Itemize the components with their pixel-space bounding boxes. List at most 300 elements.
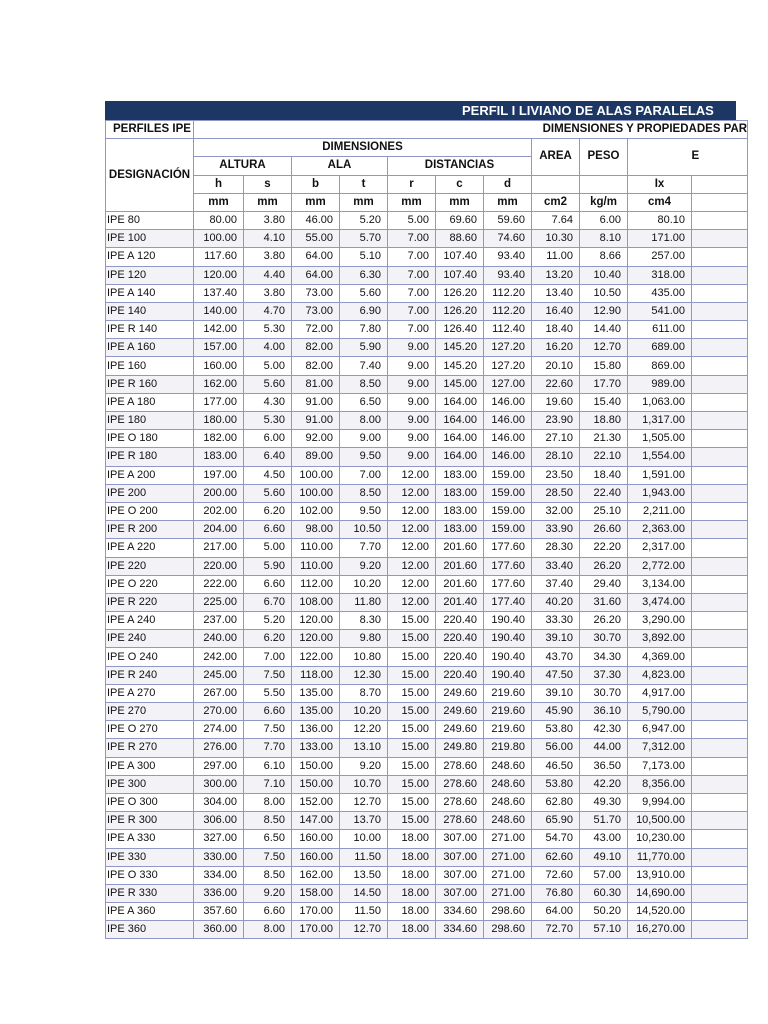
table-row [106, 812, 748, 830]
ala-header: ALA [292, 157, 388, 175]
symbol-cell [692, 175, 748, 193]
value-cell: 88.60 [436, 230, 484, 248]
value-cell: 36.50 [580, 757, 628, 775]
value-cell: 5,790.00 [628, 703, 692, 721]
value-cell: 357.60 [194, 903, 244, 921]
value-cell: 13.50 [340, 866, 388, 884]
empty-cell [692, 502, 748, 520]
value-cell: 6.20 [244, 502, 292, 520]
dimensiones-header: DIMENSIONES [194, 139, 532, 157]
value-cell: 278.60 [436, 775, 484, 793]
value-cell: 9.50 [340, 502, 388, 520]
value-cell: 13.10 [340, 739, 388, 757]
value-cell: 989.00 [628, 375, 692, 393]
table-row [106, 703, 748, 721]
value-cell: 50.20 [580, 903, 628, 921]
empty-cell [692, 466, 748, 484]
table-row [106, 721, 748, 739]
value-cell: 12.30 [340, 666, 388, 684]
empty-cell [692, 903, 748, 921]
table-row [106, 539, 748, 557]
empty-cell [692, 575, 748, 593]
value-cell: 9.80 [340, 630, 388, 648]
value-cell: 146.00 [484, 448, 532, 466]
value-cell: 12.00 [388, 593, 436, 611]
value-cell: 16,270.00 [628, 921, 692, 939]
value-cell: 5.10 [340, 248, 388, 266]
value-cell: 11.00 [532, 248, 580, 266]
value-cell: 6,947.00 [628, 721, 692, 739]
symbol-cell: t [340, 175, 388, 193]
value-cell: 1,505.00 [628, 430, 692, 448]
symbol-cell: h [194, 175, 244, 193]
value-cell: 307.00 [436, 830, 484, 848]
value-cell: 3,134.00 [628, 575, 692, 593]
value-cell: 220.40 [436, 648, 484, 666]
table-row [106, 357, 748, 375]
value-cell: 59.60 [484, 211, 532, 229]
table-row [106, 848, 748, 866]
value-cell: 162.00 [194, 375, 244, 393]
value-cell: 112.00 [292, 575, 340, 593]
value-cell: 18.00 [388, 848, 436, 866]
designation-cell: IPE 120 [106, 266, 194, 284]
empty-cell [692, 612, 748, 630]
value-cell: 7.00 [388, 284, 436, 302]
symbol-cell [580, 175, 628, 193]
value-cell: 46.00 [292, 211, 340, 229]
value-cell: 278.60 [436, 757, 484, 775]
empty-cell [692, 793, 748, 811]
unit-cell: mm [340, 193, 388, 211]
value-cell: 15.00 [388, 775, 436, 793]
value-cell: 107.40 [436, 266, 484, 284]
value-cell: 7,173.00 [628, 757, 692, 775]
value-cell: 14,690.00 [628, 884, 692, 902]
value-cell: 15.00 [388, 648, 436, 666]
value-cell: 4.50 [244, 466, 292, 484]
value-cell: 20.10 [532, 357, 580, 375]
value-cell: 300.00 [194, 775, 244, 793]
value-cell: 18.00 [388, 921, 436, 939]
table-row [106, 593, 748, 611]
value-cell: 64.00 [292, 248, 340, 266]
value-cell: 306.00 [194, 812, 244, 830]
value-cell: 23.90 [532, 412, 580, 430]
table-row [106, 502, 748, 520]
value-cell: 160.00 [292, 848, 340, 866]
value-cell: 4.40 [244, 266, 292, 284]
value-cell: 112.20 [484, 302, 532, 320]
value-cell: 150.00 [292, 775, 340, 793]
value-cell: 6.60 [244, 903, 292, 921]
value-cell: 74.60 [484, 230, 532, 248]
empty-cell [692, 412, 748, 430]
value-cell: 177.40 [484, 593, 532, 611]
value-cell: 3,290.00 [628, 612, 692, 630]
value-cell: 146.00 [484, 412, 532, 430]
value-cell: 217.00 [194, 539, 244, 557]
value-cell: 120.00 [292, 630, 340, 648]
value-cell: 9.00 [388, 448, 436, 466]
value-cell: 278.60 [436, 812, 484, 830]
value-cell: 13.40 [532, 284, 580, 302]
value-cell: 7.00 [388, 321, 436, 339]
value-cell: 3.80 [244, 211, 292, 229]
value-cell: 32.00 [532, 502, 580, 520]
value-cell: 182.00 [194, 430, 244, 448]
value-cell: 12.00 [388, 575, 436, 593]
value-cell: 6.50 [244, 830, 292, 848]
designation-cell: IPE 100 [106, 230, 194, 248]
value-cell: 7.00 [388, 266, 436, 284]
value-cell: 304.00 [194, 793, 244, 811]
value-cell: 157.00 [194, 339, 244, 357]
value-cell: 7.00 [388, 248, 436, 266]
value-cell: 298.60 [484, 903, 532, 921]
value-cell: 10.00 [340, 830, 388, 848]
value-cell: 49.10 [580, 848, 628, 866]
profile-table-container [105, 120, 748, 942]
value-cell: 44.00 [580, 739, 628, 757]
value-cell: 10,230.00 [628, 830, 692, 848]
value-cell: 8.70 [340, 684, 388, 702]
symbol-cell: s [244, 175, 292, 193]
value-cell: 5.30 [244, 321, 292, 339]
value-cell: 82.00 [292, 357, 340, 375]
table-row [106, 648, 748, 666]
value-cell: 170.00 [292, 921, 340, 939]
empty-cell [692, 357, 748, 375]
table-row [106, 375, 748, 393]
value-cell: 202.00 [194, 502, 244, 520]
designation-cell: IPE O 220 [106, 575, 194, 593]
value-cell: 9.00 [388, 375, 436, 393]
value-cell: 28.50 [532, 484, 580, 502]
value-cell: 15.00 [388, 630, 436, 648]
designation-cell: IPE A 140 [106, 284, 194, 302]
value-cell: 3.80 [244, 248, 292, 266]
value-cell: 220.40 [436, 666, 484, 684]
value-cell: 201.40 [436, 593, 484, 611]
designation-cell: IPE O 300 [106, 793, 194, 811]
value-cell: 4.00 [244, 339, 292, 357]
value-cell: 49.30 [580, 793, 628, 811]
unit-cell: mm [388, 193, 436, 211]
value-cell: 271.00 [484, 884, 532, 902]
value-cell: 257.00 [628, 248, 692, 266]
value-cell: 12.70 [340, 921, 388, 939]
empty-cell [692, 557, 748, 575]
value-cell: 145.00 [436, 375, 484, 393]
designation-cell: IPE A 160 [106, 339, 194, 357]
value-cell: 40.20 [532, 593, 580, 611]
value-cell: 360.00 [194, 921, 244, 939]
empty-cell [692, 521, 748, 539]
value-cell: 330.00 [194, 848, 244, 866]
value-cell: 16.20 [532, 339, 580, 357]
value-cell: 117.60 [194, 248, 244, 266]
value-cell: 160.00 [194, 357, 244, 375]
value-cell: 15.40 [580, 393, 628, 411]
value-cell: 334.00 [194, 866, 244, 884]
value-cell: 4.30 [244, 393, 292, 411]
value-cell: 8.50 [340, 375, 388, 393]
value-cell: 12.00 [388, 521, 436, 539]
value-cell: 9.00 [388, 430, 436, 448]
value-cell: 137.40 [194, 284, 244, 302]
profile-rows [106, 211, 748, 939]
value-cell: 145.20 [436, 339, 484, 357]
symbol-cell: r [388, 175, 436, 193]
designation-cell: IPE R 300 [106, 812, 194, 830]
value-cell: 270.00 [194, 703, 244, 721]
value-cell: 12.00 [388, 466, 436, 484]
value-cell: 33.90 [532, 521, 580, 539]
unit-cell: cm4 [628, 193, 692, 211]
value-cell: 80.10 [628, 211, 692, 229]
value-cell: 10,500.00 [628, 812, 692, 830]
value-cell: 170.00 [292, 903, 340, 921]
value-cell: 135.00 [292, 684, 340, 702]
value-cell: 159.00 [484, 502, 532, 520]
table-row [106, 211, 748, 229]
value-cell: 15.00 [388, 757, 436, 775]
empty-cell [692, 593, 748, 611]
value-cell: 107.40 [436, 248, 484, 266]
value-cell: 6.10 [244, 757, 292, 775]
value-cell: 27.10 [532, 430, 580, 448]
value-cell: 869.00 [628, 357, 692, 375]
value-cell: 110.00 [292, 539, 340, 557]
value-cell: 200.00 [194, 484, 244, 502]
unit-cell: mm [244, 193, 292, 211]
designation-cell: IPE 160 [106, 357, 194, 375]
designation-cell: IPE A 360 [106, 903, 194, 921]
value-cell: 7.00 [388, 302, 436, 320]
table-row [106, 339, 748, 357]
table-row [106, 775, 748, 793]
dimensions-properties-header: DIMENSIONES Y PROPIEDADES PAR [194, 121, 748, 139]
empty-cell [692, 812, 748, 830]
value-cell: 4,917.00 [628, 684, 692, 702]
distancias-header: DISTANCIAS [388, 157, 532, 175]
symbol-cell [532, 175, 580, 193]
table-row [106, 248, 748, 266]
value-cell: 93.40 [484, 266, 532, 284]
value-cell: 4.70 [244, 302, 292, 320]
table-row [106, 302, 748, 320]
value-cell: 126.20 [436, 284, 484, 302]
value-cell: 9.50 [340, 448, 388, 466]
empty-cell [692, 757, 748, 775]
value-cell: 127.00 [484, 375, 532, 393]
value-cell: 30.70 [580, 684, 628, 702]
unit-row [106, 193, 748, 211]
table-row [106, 575, 748, 593]
value-cell: 7.64 [532, 211, 580, 229]
value-cell: 15.00 [388, 739, 436, 757]
value-cell: 9.00 [388, 412, 436, 430]
designation-cell: IPE R 180 [106, 448, 194, 466]
value-cell: 248.60 [484, 775, 532, 793]
value-cell: 5.20 [244, 612, 292, 630]
table-row [106, 830, 748, 848]
value-cell: 10.40 [580, 266, 628, 284]
empty-cell [692, 848, 748, 866]
table-row [106, 412, 748, 430]
value-cell: 18.00 [388, 903, 436, 921]
value-cell: 204.00 [194, 521, 244, 539]
empty-cell [692, 684, 748, 702]
value-cell: 15.00 [388, 703, 436, 721]
value-cell: 15.00 [388, 612, 436, 630]
value-cell: 5.90 [244, 557, 292, 575]
value-cell: 45.90 [532, 703, 580, 721]
value-cell: 6.70 [244, 593, 292, 611]
value-cell: 220.00 [194, 557, 244, 575]
value-cell: 11.50 [340, 903, 388, 921]
empty-cell [692, 830, 748, 848]
value-cell: 22.40 [580, 484, 628, 502]
value-cell: 12.20 [340, 721, 388, 739]
value-cell: 110.00 [292, 557, 340, 575]
value-cell: 89.00 [292, 448, 340, 466]
value-cell: 14.50 [340, 884, 388, 902]
value-cell: 7.80 [340, 321, 388, 339]
value-cell: 13.70 [340, 812, 388, 830]
value-cell: 245.00 [194, 666, 244, 684]
value-cell: 271.00 [484, 848, 532, 866]
value-cell: 22.20 [580, 539, 628, 557]
value-cell: 8.00 [244, 921, 292, 939]
value-cell: 91.00 [292, 393, 340, 411]
value-cell: 8,356.00 [628, 775, 692, 793]
value-cell: 307.00 [436, 866, 484, 884]
value-cell: 689.00 [628, 339, 692, 357]
value-cell: 39.10 [532, 684, 580, 702]
value-cell: 7.40 [340, 357, 388, 375]
value-cell: 23.50 [532, 466, 580, 484]
table-row [106, 630, 748, 648]
value-cell: 72.00 [292, 321, 340, 339]
value-cell: 126.40 [436, 321, 484, 339]
area-header: AREA [532, 139, 580, 175]
value-cell: 142.00 [194, 321, 244, 339]
value-cell: 25.10 [580, 502, 628, 520]
designation-cell: IPE 330 [106, 848, 194, 866]
symbol-cell: b [292, 175, 340, 193]
designation-cell: IPE R 330 [106, 884, 194, 902]
value-cell: 183.00 [436, 484, 484, 502]
value-cell: 267.00 [194, 684, 244, 702]
value-cell: 28.30 [532, 539, 580, 557]
value-cell: 336.00 [194, 884, 244, 902]
value-cell: 57.10 [580, 921, 628, 939]
value-cell: 19.60 [532, 393, 580, 411]
value-cell: 248.60 [484, 812, 532, 830]
value-cell: 164.00 [436, 448, 484, 466]
value-cell: 318.00 [628, 266, 692, 284]
value-cell: 5.00 [244, 539, 292, 557]
value-cell: 42.20 [580, 775, 628, 793]
value-cell: 8.10 [580, 230, 628, 248]
value-cell: 5.00 [388, 211, 436, 229]
value-cell: 1,317.00 [628, 412, 692, 430]
value-cell: 5.50 [244, 684, 292, 702]
value-cell: 55.00 [292, 230, 340, 248]
value-cell: 6.00 [244, 430, 292, 448]
value-cell: 225.00 [194, 593, 244, 611]
value-cell: 190.40 [484, 666, 532, 684]
table-row [106, 557, 748, 575]
designation-cell: IPE O 270 [106, 721, 194, 739]
symbol-cell: Ix [628, 175, 692, 193]
empty-cell [692, 248, 748, 266]
value-cell: 93.40 [484, 248, 532, 266]
value-cell: 64.00 [292, 266, 340, 284]
value-cell: 298.60 [484, 921, 532, 939]
value-cell: 9.00 [340, 430, 388, 448]
value-cell: 26.60 [580, 521, 628, 539]
value-cell: 183.00 [436, 502, 484, 520]
value-cell: 190.40 [484, 612, 532, 630]
value-cell: 10.50 [580, 284, 628, 302]
table-banner [105, 101, 736, 120]
value-cell: 183.00 [194, 448, 244, 466]
value-cell: 53.80 [532, 775, 580, 793]
value-cell: 274.00 [194, 721, 244, 739]
value-cell: 10.30 [532, 230, 580, 248]
empty-cell [692, 884, 748, 902]
value-cell: 76.80 [532, 884, 580, 902]
designation-cell: IPE A 220 [106, 539, 194, 557]
value-cell: 248.60 [484, 793, 532, 811]
value-cell: 102.00 [292, 502, 340, 520]
value-cell: 42.30 [580, 721, 628, 739]
empty-cell [692, 321, 748, 339]
value-cell: 5.60 [340, 284, 388, 302]
value-cell: 12.70 [580, 339, 628, 357]
unit-cell: mm [436, 193, 484, 211]
table-row [106, 684, 748, 702]
value-cell: 43.70 [532, 648, 580, 666]
value-cell: 5.60 [244, 375, 292, 393]
value-cell: 15.80 [580, 357, 628, 375]
value-cell: 222.00 [194, 575, 244, 593]
value-cell: 126.20 [436, 302, 484, 320]
value-cell: 5.20 [340, 211, 388, 229]
value-cell: 18.00 [388, 866, 436, 884]
value-cell: 435.00 [628, 284, 692, 302]
empty-cell [692, 230, 748, 248]
table-row [106, 921, 748, 939]
value-cell: 133.00 [292, 739, 340, 757]
designation-cell: IPE A 300 [106, 757, 194, 775]
value-cell: 177.60 [484, 557, 532, 575]
value-cell: 201.60 [436, 557, 484, 575]
value-cell: 36.10 [580, 703, 628, 721]
peso-header: PESO [580, 139, 628, 175]
value-cell: 152.00 [292, 793, 340, 811]
value-cell: 54.70 [532, 830, 580, 848]
value-cell: 6.40 [244, 448, 292, 466]
value-cell: 6.60 [244, 521, 292, 539]
designation-cell: IPE A 180 [106, 393, 194, 411]
value-cell: 9.00 [388, 357, 436, 375]
designation-cell: IPE 240 [106, 630, 194, 648]
value-cell: 183.00 [436, 521, 484, 539]
